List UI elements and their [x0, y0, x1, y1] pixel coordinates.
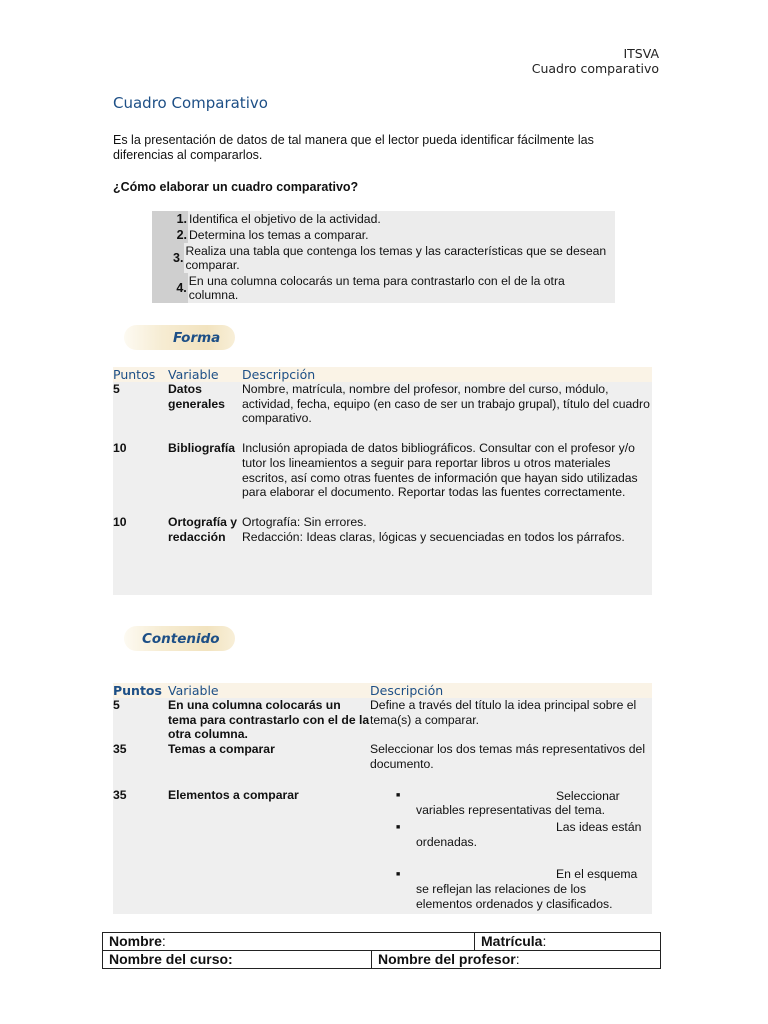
cell-puntos: 35: [113, 742, 127, 757]
step-text: Identifica el objetivo de la actividad.: [189, 212, 381, 226]
header-puntos: Puntos: [113, 683, 162, 698]
description-line: Ortografía: Sin errores.: [242, 514, 367, 529]
bullet-rest: se reflejan las relaciones de los elementos ordenados y clasificados.: [416, 882, 613, 911]
table-row: [113, 515, 652, 544]
table-row: [113, 441, 652, 500]
bullet-icon: ■: [396, 791, 401, 799]
list-item: [370, 788, 652, 818]
list-item: [152, 273, 615, 303]
step-number: 1.: [152, 211, 188, 227]
header-descripcion: Descripción: [242, 367, 316, 382]
step-number: 2.: [152, 227, 188, 243]
step-text: Realiza una tabla que contenga los temas y las características que se desean comparar.: [185, 244, 607, 272]
cell-descripcion: [242, 515, 652, 544]
table-row: [113, 742, 652, 771]
header-subtitle: Cuadro comparativo: [531, 61, 659, 76]
steps-list: [152, 211, 615, 303]
section-label: Forma: [173, 329, 221, 346]
cell-descripcion: Seleccionar los dos temas más representativos del documento.: [370, 742, 646, 771]
header-variable: Variable: [168, 367, 219, 382]
section-label: Contenido: [142, 630, 220, 647]
list-item: [152, 243, 615, 273]
cell-puntos: 5: [113, 698, 120, 712]
list-item: [152, 227, 615, 243]
matricula-label: Matrícula: [481, 933, 543, 949]
bullet-icon: ■: [396, 823, 401, 831]
criteria-list: [370, 788, 652, 912]
cell-puntos: 10: [113, 514, 127, 529]
cell-puntos: 35: [113, 787, 127, 802]
cell-descripcion: Nombre, matrícula, nombre del profesor, nombre del curso, módulo, actividad, fecha, equipo (en caso de ser un trabajo grupal), título del cuadro comparativo.: [242, 382, 650, 426]
profesor-label: Nombre del profesor: [378, 951, 516, 967]
bullet-rest: variables representativas del tema.: [416, 803, 606, 818]
cell-puntos: 5: [113, 382, 120, 396]
nombre-label: Nombre: [109, 933, 162, 949]
cell-variable: Temas a comparar: [168, 742, 275, 757]
cell-variable: En una columna colocarás un tema para contrastarlo con el de la otra columna.: [168, 698, 370, 742]
table-row: [113, 788, 652, 912]
student-info-table: [102, 932, 661, 969]
header-descripcion: Descripción: [370, 683, 444, 698]
profesor-field[interactable]: Nombre del profesor:: [372, 951, 661, 969]
bullet-rest: ordenadas.: [416, 834, 477, 849]
forma-table: [113, 367, 652, 595]
section-tab-forma: [124, 325, 235, 350]
cell-variable: Elementos a comparar: [168, 787, 299, 802]
header-institution: ITSVA: [623, 46, 659, 61]
table-header: [113, 367, 652, 382]
intro-paragraph: Es la presentación de datos de tal manera que el lector pueda identificar fácilmente las diferencias al compararlos.: [113, 133, 594, 162]
list-item: [370, 820, 652, 849]
cell-descripcion: [370, 788, 652, 912]
bullet-icon: ■: [396, 871, 401, 879]
cell-variable: Ortografía y redacción: [168, 514, 238, 544]
table-row: [103, 933, 661, 951]
section-question: ¿Cómo elaborar un cuadro comparativo?: [113, 180, 359, 194]
nombre-field[interactable]: Nombre:: [103, 933, 475, 951]
list-item: [152, 211, 615, 227]
table-row: [113, 382, 652, 426]
step-number: 4.: [152, 273, 188, 303]
cell-variable: Datos generales: [168, 382, 225, 411]
matricula-field[interactable]: Matrícula:: [475, 933, 661, 951]
header-puntos: Puntos: [113, 367, 156, 382]
step-text: En una columna colocarás un tema para contrastarlo con el de la otra columna.: [188, 274, 565, 302]
cell-puntos: 10: [113, 441, 127, 456]
table-row: [103, 951, 661, 969]
step-text: Determina los temas a comparar.: [189, 228, 369, 242]
bullet-lead: Las ideas están: [556, 819, 642, 834]
cell-descripcion: Define a través del título la idea principal sobre el tema(s) a comparar.: [370, 698, 637, 727]
section-tab-contenido: [124, 626, 235, 651]
contenido-table: [113, 683, 652, 914]
step-number: 3.: [152, 243, 184, 273]
page-header: [532, 46, 659, 76]
curso-label: Nombre del curso:: [109, 951, 233, 967]
bullet-lead: Seleccionar: [556, 788, 620, 803]
cell-descripcion: Inclusión apropiada de datos bibliográficos. Consultar con el profesor y/o tutor los lineamientos a seguir para reportar libros u otros materiales escritos, así como otras fuentes de información que hayan sido utilizadas para elaborar el documento. Reportar todas las fuentes correctamente.: [242, 441, 638, 500]
list-item: [370, 867, 652, 911]
header-variable: Variable: [168, 683, 219, 698]
cell-variable: Bibliografía: [168, 441, 236, 456]
description-line: Redacción: Ideas claras, lógicas y secuenciadas en todos los párrafos.: [242, 529, 625, 544]
table-row: [113, 698, 652, 742]
page-title: Cuadro Comparativo: [113, 94, 268, 112]
curso-field[interactable]: [103, 951, 372, 969]
bullet-lead: En el esquema: [556, 867, 638, 882]
table-header: [113, 683, 652, 698]
